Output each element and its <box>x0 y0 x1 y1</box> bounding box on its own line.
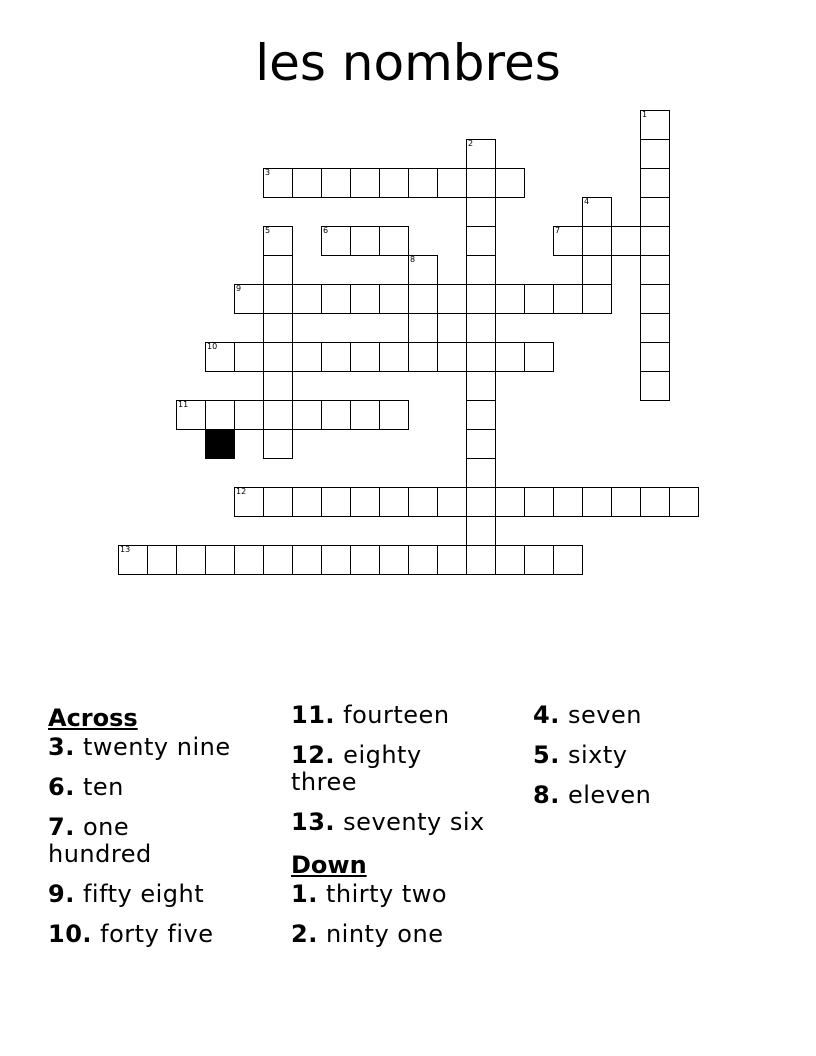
grid-cell[interactable] <box>350 342 380 372</box>
grid-cell[interactable] <box>321 487 351 517</box>
grid-cell[interactable] <box>321 400 351 430</box>
clue-text: sixty <box>567 741 628 769</box>
clue-across-3: 3. twenty nine <box>48 733 231 761</box>
grid-cell[interactable] <box>582 284 612 314</box>
clue-text: twenty nine <box>82 733 231 761</box>
grid-cell[interactable] <box>553 545 583 575</box>
cell-number: 11 <box>178 400 189 409</box>
grid-cell[interactable] <box>553 284 583 314</box>
grid-cell[interactable] <box>408 313 438 343</box>
grid-cell[interactable] <box>437 342 467 372</box>
grid-cell[interactable] <box>640 197 670 227</box>
grid-cell[interactable] <box>466 487 496 517</box>
clue-text: ten <box>82 773 124 801</box>
grid-cell[interactable] <box>350 284 380 314</box>
grid-cell[interactable] <box>350 487 380 517</box>
grid-cell[interactable] <box>408 168 438 198</box>
clue-text: one hundred <box>48 813 152 868</box>
grid-cell[interactable] <box>466 342 496 372</box>
grid-cell[interactable] <box>640 168 670 198</box>
grid-cell[interactable] <box>263 429 293 459</box>
grid-cell[interactable] <box>321 342 351 372</box>
cell-number: 4 <box>584 197 590 206</box>
clue-text: seven <box>567 701 642 729</box>
grid-cell[interactable] <box>640 371 670 401</box>
grid-cell[interactable] <box>640 284 670 314</box>
grid-cell[interactable] <box>234 342 264 372</box>
cell-number: 8 <box>410 255 416 264</box>
grid-cell[interactable] <box>437 487 467 517</box>
grid-cell[interactable] <box>408 284 438 314</box>
grid-cell[interactable] <box>234 545 264 575</box>
grid-cell[interactable] <box>437 168 467 198</box>
clue-text: eleven <box>567 781 652 809</box>
clue-text: eighty three <box>291 741 422 796</box>
clue-across-12: 12. eighty three <box>291 741 422 796</box>
grid-cell[interactable] <box>640 139 670 169</box>
grid-cell[interactable] <box>466 197 496 227</box>
clue-column-1 <box>48 702 280 961</box>
grid-cell[interactable] <box>205 400 235 430</box>
grid-cell[interactable] <box>379 545 409 575</box>
clue-text: forty five <box>100 920 214 948</box>
grid-cell[interactable] <box>234 487 264 517</box>
grid-cell[interactable] <box>292 487 322 517</box>
grid-cell[interactable] <box>640 313 670 343</box>
grid-cell[interactable] <box>379 487 409 517</box>
grid-cell[interactable] <box>263 487 293 517</box>
grid-cell[interactable] <box>263 226 293 256</box>
clue-across-9: 9. fifty eight <box>48 880 205 908</box>
grid-cell[interactable] <box>466 371 496 401</box>
clue-number: 8 <box>533 781 551 809</box>
clue-across-11: 11. fourteen <box>291 701 450 729</box>
grid-cell[interactable] <box>582 197 612 227</box>
grid-cell[interactable] <box>524 342 554 372</box>
clue-down-4: 4. seven <box>533 701 642 729</box>
grid-cell[interactable] <box>321 168 351 198</box>
grid-cell[interactable] <box>292 400 322 430</box>
grid-cell[interactable] <box>176 545 206 575</box>
grid-cell[interactable] <box>466 400 496 430</box>
cell-number: 9 <box>236 284 242 293</box>
page-title: les nombres <box>255 34 561 92</box>
clue-across-13: 13. seventy six <box>291 808 485 836</box>
grid-cell[interactable] <box>495 342 525 372</box>
clue-number: 5 <box>533 741 551 769</box>
grid-cell[interactable] <box>379 342 409 372</box>
clue-number: 4 <box>533 701 551 729</box>
cell-number: 12 <box>236 487 247 496</box>
clue-across-6: 6. ten <box>48 773 124 801</box>
grid-cell[interactable] <box>466 284 496 314</box>
clue-number: 3 <box>48 733 66 761</box>
clue-text: ninty one <box>325 920 444 948</box>
grid-cell[interactable] <box>263 371 293 401</box>
cell-number: 13 <box>120 545 131 554</box>
clue-down-1: 1. thirty two <box>291 880 448 908</box>
grid-cell[interactable] <box>466 458 496 488</box>
grid-cell[interactable] <box>437 545 467 575</box>
black-square <box>205 429 235 459</box>
clue-column-3 <box>533 702 765 822</box>
grid-cell[interactable] <box>466 429 496 459</box>
grid-cell[interactable] <box>379 168 409 198</box>
cell-number: 1 <box>642 110 648 119</box>
grid-cell[interactable] <box>234 400 264 430</box>
grid-cell[interactable] <box>524 487 554 517</box>
clue-number: 12 <box>291 741 326 769</box>
grid-cell[interactable] <box>292 168 322 198</box>
grid-cell[interactable] <box>118 545 148 575</box>
grid-cell[interactable] <box>263 255 293 285</box>
cell-number: 6 <box>323 226 329 235</box>
clue-across-10: 10. forty five <box>48 920 214 948</box>
clue-text: thirty two <box>325 880 448 908</box>
grid-cell[interactable] <box>263 284 293 314</box>
grid-cell[interactable] <box>176 400 206 430</box>
grid-cell[interactable] <box>495 168 525 198</box>
grid-cell[interactable] <box>466 545 496 575</box>
clue-number: 6 <box>48 773 66 801</box>
grid-cell[interactable] <box>321 284 351 314</box>
grid-cell[interactable] <box>147 545 177 575</box>
grid-cell[interactable] <box>263 545 293 575</box>
grid-cell[interactable] <box>640 487 670 517</box>
clue-text: fourteen <box>343 701 450 729</box>
grid-cell[interactable] <box>205 342 235 372</box>
grid-cell[interactable] <box>466 168 496 198</box>
clue-number: 10 <box>48 920 83 948</box>
clue-down-2: 2. ninty one <box>291 920 444 948</box>
cell-number: 7 <box>555 226 561 235</box>
clue-number: 7 <box>48 813 66 841</box>
grid-cell[interactable] <box>466 255 496 285</box>
grid-cell[interactable] <box>263 313 293 343</box>
grid-cell[interactable] <box>321 226 351 256</box>
grid-cell[interactable] <box>379 400 409 430</box>
grid-cell[interactable] <box>495 545 525 575</box>
grid-cell[interactable] <box>263 342 293 372</box>
cell-number: 5 <box>265 226 271 235</box>
grid-cell[interactable] <box>582 226 612 256</box>
grid-cell[interactable] <box>292 342 322 372</box>
clue-across-7: 7. one hundred <box>48 813 152 868</box>
grid-cell[interactable] <box>205 545 235 575</box>
grid-cell[interactable] <box>350 400 380 430</box>
grid-cell[interactable] <box>350 226 380 256</box>
grid-cell[interactable] <box>524 545 554 575</box>
clue-number: 9 <box>48 880 66 908</box>
grid-cell[interactable] <box>495 487 525 517</box>
clue-number: 13 <box>291 808 326 836</box>
grid-cell[interactable] <box>321 545 351 575</box>
clue-number: 2 <box>291 920 309 948</box>
clue-number: 11 <box>291 701 326 729</box>
grid-cell[interactable] <box>408 545 438 575</box>
down-header: Down <box>291 851 367 879</box>
grid-cell[interactable] <box>524 284 554 314</box>
grid-cell[interactable] <box>350 545 380 575</box>
grid-cell[interactable] <box>408 255 438 285</box>
grid-cell[interactable] <box>466 226 496 256</box>
grid-cell[interactable] <box>234 284 264 314</box>
grid-cell[interactable] <box>379 226 409 256</box>
grid-cell[interactable] <box>640 226 670 256</box>
grid-cell[interactable] <box>466 313 496 343</box>
grid-cell[interactable] <box>263 400 293 430</box>
clue-down-5: 5. sixty <box>533 741 628 769</box>
grid-cell[interactable] <box>669 487 699 517</box>
grid-cell[interactable] <box>640 110 670 140</box>
clue-text: seventy six <box>343 808 485 836</box>
grid-cell[interactable] <box>263 168 293 198</box>
grid-cell[interactable] <box>466 516 496 546</box>
grid-cell[interactable] <box>292 284 322 314</box>
grid-cell[interactable] <box>292 545 322 575</box>
grid-cell[interactable] <box>466 139 496 169</box>
cell-number: 3 <box>265 168 271 177</box>
grid-cell[interactable] <box>408 487 438 517</box>
grid-cell[interactable] <box>495 284 525 314</box>
grid-cell[interactable] <box>379 284 409 314</box>
grid-cell[interactable] <box>582 255 612 285</box>
grid-cell[interactable] <box>640 342 670 372</box>
clue-text: fifty eight <box>82 880 205 908</box>
clue-number: 1 <box>291 880 309 908</box>
cell-number: 2 <box>468 139 474 148</box>
grid-cell[interactable] <box>437 284 467 314</box>
grid-cell[interactable] <box>611 487 641 517</box>
grid-cell[interactable] <box>553 226 583 256</box>
grid-cell[interactable] <box>408 342 438 372</box>
grid-cell[interactable] <box>611 226 641 256</box>
grid-cell[interactable] <box>640 255 670 285</box>
grid-cell[interactable] <box>553 487 583 517</box>
grid-cell[interactable] <box>350 168 380 198</box>
grid-cell[interactable] <box>582 487 612 517</box>
cell-number: 10 <box>207 342 218 351</box>
clue-down-8: 8. eleven <box>533 781 652 809</box>
clue-column-2 <box>291 702 523 961</box>
across-header: Across <box>48 704 138 732</box>
